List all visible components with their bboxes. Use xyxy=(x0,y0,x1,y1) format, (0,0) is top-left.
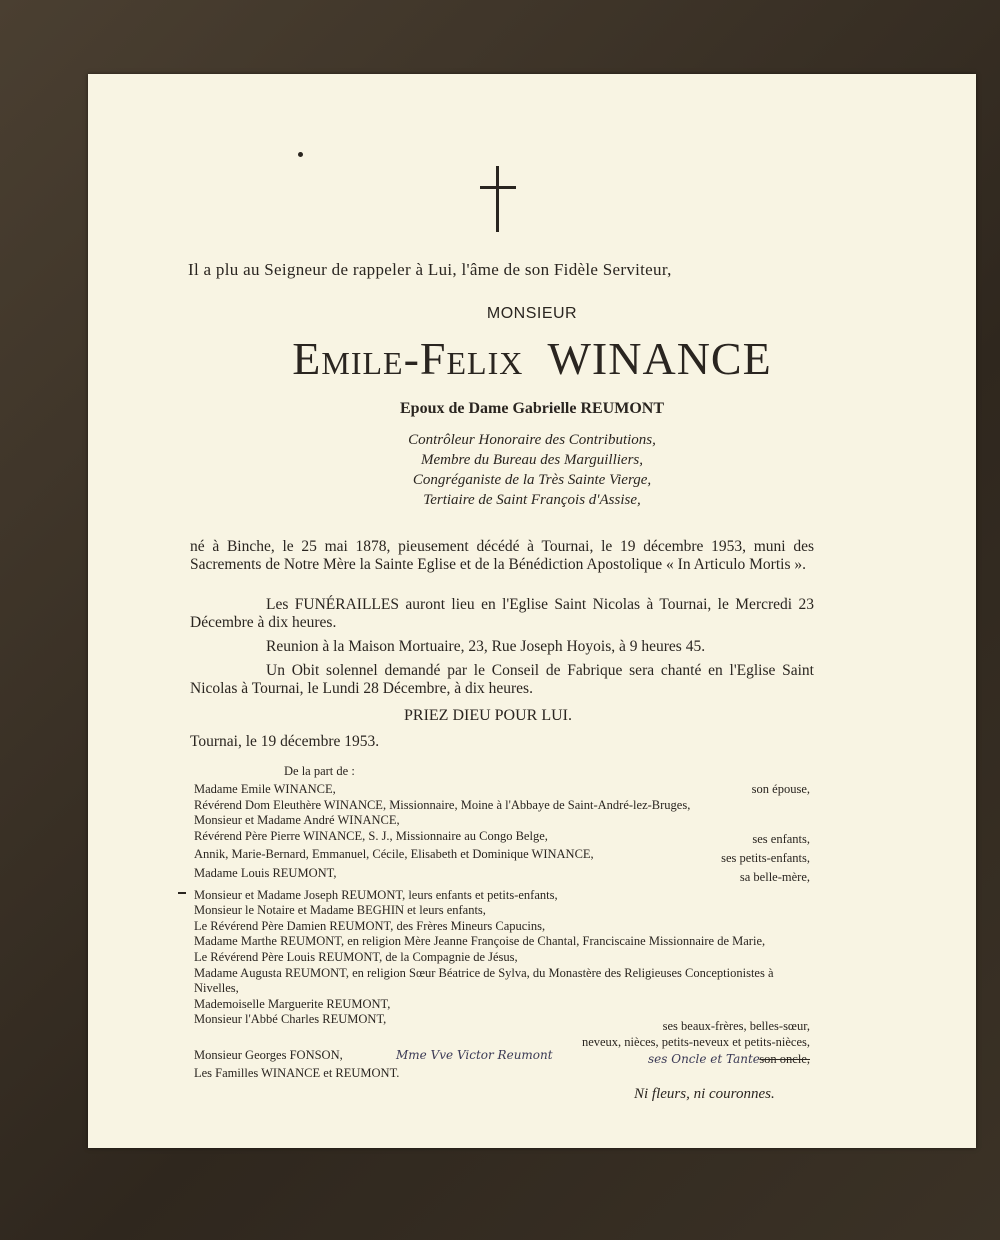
reunion-paragraph: Reunion à la Maison Mortuaire, 23, Rue Joseph Hoyois, à 9 heures 45. xyxy=(266,638,706,655)
list-item: Monsieur et Madame André WINANCE, xyxy=(194,813,400,828)
deceased-name xyxy=(88,332,976,385)
funeral-notice-card xyxy=(88,74,976,1148)
title-line: Congréganiste de la Très Sainte Vierge, xyxy=(412,472,652,488)
prayer-line: PRIEZ DIEU POUR LUI. xyxy=(404,707,572,724)
date-line: Tournai, le 19 décembre 1953. xyxy=(190,733,380,750)
relation-epouse: son épouse, xyxy=(751,782,810,796)
list-item: Le Révérend Père Louis REUMONT, de la Compagnie de Jésus, xyxy=(194,949,518,964)
list-item: Madame Louis REUMONT, xyxy=(194,865,337,880)
birth-death-paragraph: né à Binche, le 25 mai 1878, pieusement décédé à Tournai, le 19 décembre 1953, muni des Sacrements de Notre Mère la Sainte Eglise et de la Bénédiction Apostolique « In Articulo Mortis ». xyxy=(190,538,814,573)
title-line: Contrôleur Honoraire des Contributions, xyxy=(408,432,656,448)
list-item: Monsieur le Notaire et Madame BEGHIN et leurs enfants, xyxy=(194,903,486,918)
list-item: Les Familles WINANCE et REUMONT. xyxy=(194,1065,400,1080)
list-item: Madame Emile WINANCE, xyxy=(194,782,336,796)
relation-belle-mere: sa belle-mère, xyxy=(739,870,810,884)
list-item: Le Révérend Père Damien REUMONT, des Frères Mineurs Capucins, xyxy=(194,918,546,933)
relation-petits-enfants: ses petits-enfants, xyxy=(721,851,810,865)
list-item: Madame Augusta REUMONT, en religion Sœur Béatrice de Sylva, du Monastère des Religieuses Conceptionistes à Nivelles, xyxy=(194,965,774,996)
relation-oncle: son oncle, xyxy=(759,1052,810,1066)
relation-enfants: ses enfants, xyxy=(752,832,810,846)
title-line: Tertiaire de Saint François d'Assise, xyxy=(423,492,641,508)
list-item: Madame Marthe REUMONT, en religion Mère Jeanne Françoise de Chantal, Franciscaine Missionnaire de Marie, xyxy=(194,934,766,949)
family-header: De la part de : xyxy=(284,764,355,778)
handwritten-annotation-left: Mme Vve Victor Reumont xyxy=(396,1048,553,1062)
title-line: Membre du Bureau des Marguilliers, xyxy=(420,452,644,468)
titles-block xyxy=(88,430,976,510)
spouse-line: Epoux de Dame Gabrielle REUMONT xyxy=(400,400,664,417)
list-item: Monsieur et Madame Joseph REUMONT, leurs enfants et petits-enfants, xyxy=(194,887,558,902)
pen-mark xyxy=(178,892,186,894)
handwritten-annotation-right: ses Oncle et Tante xyxy=(648,1052,760,1066)
list-item: Révérend Père Pierre WINANCE, S. J., Missionnaire au Congo Belge, xyxy=(194,828,548,843)
relation-neveux: neveux, nièces, petits-neveux et petits-nièces, xyxy=(581,1035,810,1049)
funeral-paragraph: Les FUNÉRAILLES auront lieu en l'Eglise Saint Nicolas à Tournai, le Mercredi 23 Décembre à dix heures. xyxy=(190,596,814,631)
list-item: Monsieur Georges FONSON, xyxy=(194,1047,343,1062)
list-item: Monsieur l'Abbé Charles REUMONT, xyxy=(194,1012,387,1027)
no-flowers-note: Ni fleurs, ni couronnes. xyxy=(634,1086,775,1102)
deceased-first-name: Emile-Felix xyxy=(292,333,524,384)
intro-line: Il a plu au Seigneur de rappeler à Lui, l'âme de son Fidèle Serviteur, xyxy=(188,260,672,279)
list-item: Révérend Dom Eleuthère WINANCE, Missionnaire, Moine à l'Abbaye de Saint-André-lez-Bruges, xyxy=(194,797,691,812)
relation-beaux-freres: ses beaux-frères, belles-sœur, xyxy=(662,1019,810,1033)
obit-paragraph: Un Obit solennel demandé par le Conseil de Fabrique sera chanté en l'Eglise Saint Nicolas à Tournai, le Lundi 28 Décembre, à dix heures. xyxy=(190,662,814,697)
honorific: MONSIEUR xyxy=(486,305,578,322)
deceased-last-name: WINANCE xyxy=(547,333,772,384)
cross-icon xyxy=(480,166,516,232)
list-item: Mademoiselle Marguerite REUMONT, xyxy=(194,996,391,1011)
ink-dot xyxy=(298,152,303,157)
list-item: Annik, Marie-Bernard, Emmanuel, Cécile, Elisabeth et Dominique WINANCE, xyxy=(194,847,594,862)
